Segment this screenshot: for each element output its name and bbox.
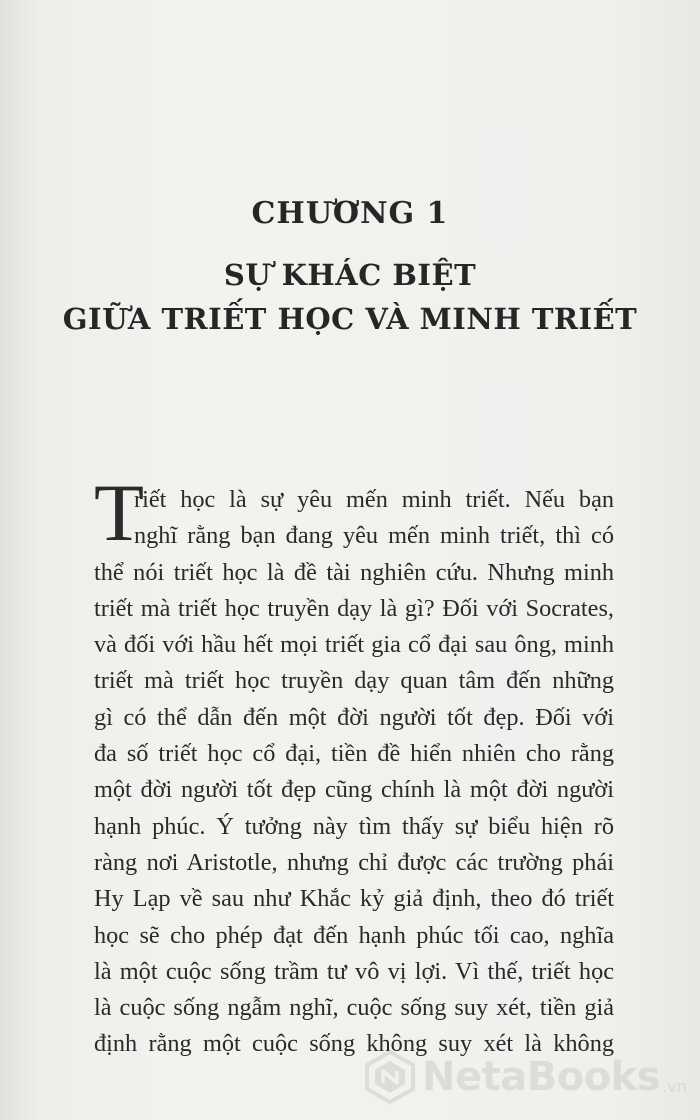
- chapter-label: CHƯƠNG 1: [251, 196, 449, 231]
- body-line: một đời người tốt đẹp cũng chính là một đời người: [94, 776, 614, 804]
- body-line: triết mà triết học truyền dạy là gì? Đối với Socrates,: [94, 594, 614, 622]
- body-line: học sẽ cho phép đạt đến hạnh phúc tối cao, nghĩa: [94, 921, 614, 949]
- body-line: nghĩ rằng bạn đang yêu mến minh triết, thì có: [134, 522, 614, 550]
- body-line: triết mà triết học truyền dạy quan tâm đến những: [94, 667, 614, 695]
- watermark-suffix: .vn: [662, 1077, 687, 1096]
- chapter-title-line-1: SỰ KHÁC BIỆT: [223, 258, 477, 292]
- body-line: hạnh phúc. Ý tưởng này tìm thấy sự biểu hiện rõ: [94, 812, 614, 840]
- body-line: là cuộc sống ngẫm nghĩ, cuộc sống suy xét, tiền giả: [94, 994, 614, 1022]
- watermark: [362, 1046, 692, 1108]
- drop-cap: T: [94, 467, 145, 558]
- body-line: và đối với hầu hết mọi triết gia cổ đại sau ông, minh: [94, 631, 614, 659]
- body-paragraph: [94, 482, 614, 1063]
- body-line: thể nói triết học là đề tài nghiên cứu. Nhưng minh: [94, 558, 614, 586]
- body-line: định rằng một cuộc sống không suy xét là không: [94, 1030, 614, 1058]
- chapter-title-line-2: GIỮA TRIẾT HỌC VÀ MINH TRIẾT: [62, 302, 638, 336]
- watermark-brand: NetaBooks: [422, 1054, 661, 1100]
- body-line: Hy Lạp về sau như Khắc kỷ giả định, theo đó triết: [94, 885, 614, 913]
- netabooks-logo-icon: [362, 1049, 418, 1105]
- body-line: ràng nơi Aristotle, nhưng chỉ được các trường phái: [94, 848, 614, 876]
- body-line: gì có thể dẫn đến một đời người tốt đẹp. Đối với: [94, 703, 614, 731]
- body-line: đa số triết học cổ đại, tiền đề hiển nhiên cho rằng: [94, 740, 614, 768]
- body-line: là một cuộc sống trầm tư vô vị lợi. Vì thế, triết học: [94, 957, 614, 985]
- body-line: riết học là sự yêu mến minh triết. Nếu bạn: [134, 486, 614, 513]
